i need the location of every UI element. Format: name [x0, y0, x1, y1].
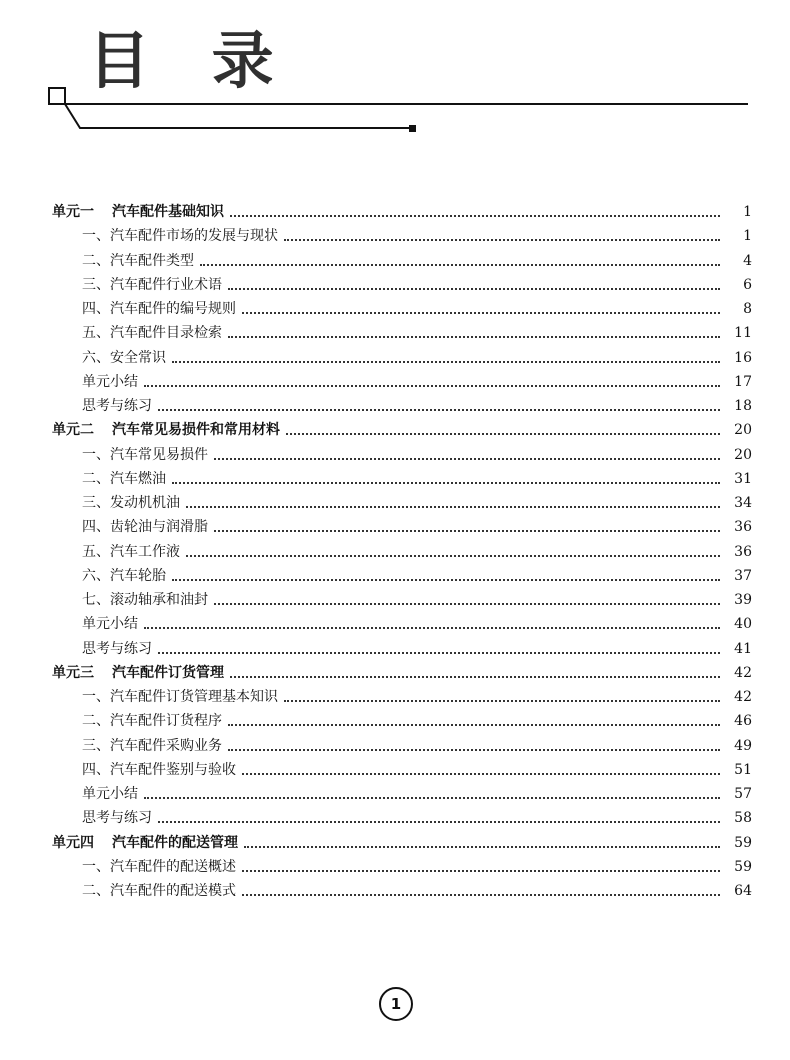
toc-section-entry[interactable] — [52, 540, 752, 564]
toc-unit-entry[interactable] — [52, 831, 752, 855]
toc-section-entry[interactable] — [52, 224, 752, 248]
toc-page-number: 59 — [734, 834, 752, 851]
toc-entry-label: 思考与练习 — [82, 810, 152, 827]
dot-leader — [242, 894, 720, 896]
dot-leader — [186, 555, 720, 557]
toc-entry-label: 二、汽车配件的配送模式 — [82, 883, 236, 900]
dot-leader — [228, 724, 720, 726]
toc-section-entry[interactable] — [52, 685, 752, 709]
toc-page-number: 42 — [734, 664, 752, 681]
toc-section-entry[interactable] — [52, 297, 752, 321]
dot-leader — [228, 336, 720, 338]
dot-leader — [284, 239, 720, 241]
toc-section-entry[interactable] — [52, 273, 752, 297]
title-decoration — [0, 0, 790, 150]
dot-leader — [186, 506, 720, 508]
toc-unit-entry[interactable] — [52, 418, 752, 442]
toc-page-number: 20 — [734, 446, 752, 463]
dot-leader — [158, 409, 720, 411]
toc-section-entry[interactable] — [52, 734, 752, 758]
unit-title: 汽车常见易损件和常用材料 — [112, 422, 280, 439]
toc-page-number: 31 — [734, 470, 752, 487]
toc-entry-label: 一、汽车配件的配送概述 — [82, 858, 236, 875]
toc-page-number: 49 — [734, 737, 752, 754]
toc-entry-label: 思考与练习 — [82, 640, 152, 657]
toc-unit-entry[interactable] — [52, 200, 752, 224]
toc-section-entry[interactable] — [52, 564, 752, 588]
dot-leader — [158, 652, 720, 654]
toc-entry-label — [52, 666, 224, 680]
connector-end-dot — [409, 125, 416, 132]
toc-unit-entry[interactable] — [52, 661, 752, 685]
toc-entry-label: 四、汽车配件的编号规则 — [82, 301, 236, 318]
dot-leader — [172, 482, 720, 484]
toc-entry-label: 四、汽车配件鉴别与验收 — [82, 761, 236, 778]
toc-page-number: 36 — [734, 519, 752, 536]
toc-entry-label: 一、汽车常见易损件 — [82, 446, 208, 463]
toc-section-entry[interactable] — [52, 491, 752, 515]
toc-section-entry[interactable] — [52, 758, 752, 782]
toc-page-number: 64 — [734, 883, 752, 900]
toc-section-entry[interactable] — [52, 394, 752, 418]
toc-page-number: 1 — [743, 228, 752, 245]
toc-entry-label: 二、汽车配件订货程序 — [82, 713, 222, 730]
toc-page-number: 57 — [734, 786, 752, 803]
unit-title: 汽车配件订货管理 — [112, 664, 224, 681]
toc-entry-label: 三、发动机机油 — [82, 495, 180, 512]
toc-page-number: 1 — [743, 204, 752, 221]
dot-leader — [172, 579, 720, 581]
toc-page-number: 18 — [734, 398, 752, 415]
toc-section-entry[interactable] — [52, 782, 752, 806]
toc-entry-label: 一、汽车配件市场的发展与现状 — [82, 228, 278, 245]
toc-entry-label: 一、汽车配件订货管理基本知识 — [82, 689, 278, 706]
unit-title: 汽车配件的配送管理 — [112, 834, 238, 851]
toc-entry-label: 六、汽车轮胎 — [82, 567, 166, 584]
toc-section-entry[interactable] — [52, 637, 752, 661]
toc-page-number: 41 — [734, 640, 752, 657]
toc-entry-label: 七、滚动轴承和油封 — [82, 592, 208, 609]
toc-section-entry[interactable] — [52, 709, 752, 733]
toc-section-entry[interactable] — [52, 249, 752, 273]
toc-page-number: 58 — [734, 810, 752, 827]
toc-entry-label: 四、齿轮油与润滑脂 — [82, 519, 208, 536]
toc-entry-label: 三、汽车配件行业术语 — [82, 276, 222, 293]
dot-leader — [158, 821, 720, 823]
unit-number: 单元一 — [52, 204, 94, 221]
dot-leader — [242, 773, 720, 775]
toc-section-entry[interactable] — [52, 443, 752, 467]
toc-entry-label — [52, 836, 238, 850]
dot-leader — [242, 312, 720, 314]
dot-leader — [242, 870, 720, 872]
toc-entry-label: 二、汽车燃油 — [82, 470, 166, 487]
unit-number: 单元四 — [52, 834, 94, 851]
toc-page-number: 20 — [734, 422, 752, 439]
toc-page-number: 51 — [734, 761, 752, 778]
toc-page-number: 36 — [734, 543, 752, 560]
toc-page-number: 40 — [734, 616, 752, 633]
toc-section-entry[interactable] — [52, 370, 752, 394]
toc-entry-label — [52, 423, 280, 437]
toc-page-number: 42 — [734, 689, 752, 706]
toc-page-number: 46 — [734, 713, 752, 730]
toc-page-number: 6 — [743, 276, 752, 293]
toc-entry-label: 思考与练习 — [82, 398, 152, 415]
toc-entry-label: 单元小结 — [82, 373, 138, 390]
toc-page-number: 16 — [734, 349, 752, 366]
toc-page-number: 59 — [734, 858, 752, 875]
toc-section-entry[interactable] — [52, 855, 752, 879]
dot-leader — [230, 676, 720, 678]
page-title: 目 录 — [88, 24, 294, 97]
page-number: 1 — [379, 987, 413, 1021]
dot-leader — [228, 288, 720, 290]
dot-leader — [200, 264, 720, 266]
toc-page-number: 34 — [734, 495, 752, 512]
dot-leader — [144, 797, 720, 799]
toc-entry-label: 三、汽车配件采购业务 — [82, 737, 222, 754]
toc-section-entry[interactable] — [52, 612, 752, 636]
toc-page-number: 4 — [743, 252, 752, 269]
dot-leader — [214, 458, 720, 460]
toc-entry-label: 六、安全常识 — [82, 349, 166, 366]
table-of-contents — [52, 200, 752, 903]
toc-section-entry[interactable] — [52, 879, 752, 903]
toc-section-entry[interactable] — [52, 806, 752, 830]
dot-leader — [214, 603, 720, 605]
toc-section-entry[interactable] — [52, 588, 752, 612]
toc-page-number: 8 — [743, 301, 752, 318]
dot-leader — [144, 385, 720, 387]
corner-square — [49, 88, 65, 104]
dot-leader — [214, 530, 720, 532]
unit-title: 汽车配件基础知识 — [112, 204, 224, 221]
toc-entry-label: 单元小结 — [82, 616, 138, 633]
toc-entry-label: 单元小结 — [82, 786, 138, 803]
toc-section-entry[interactable] — [52, 346, 752, 370]
toc-page-number: 37 — [734, 567, 752, 584]
dot-leader — [144, 627, 720, 629]
dot-leader — [286, 433, 720, 435]
toc-entry-label: 二、汽车配件类型 — [82, 252, 194, 269]
dot-leader — [172, 361, 720, 363]
toc-page-number: 39 — [734, 592, 752, 609]
toc-section-entry[interactable] — [52, 467, 752, 491]
toc-page-number: 11 — [734, 325, 752, 342]
dot-leader — [244, 846, 720, 848]
toc-section-entry[interactable] — [52, 515, 752, 539]
unit-number: 单元二 — [52, 422, 94, 439]
toc-entry-label: 五、汽车工作液 — [82, 543, 180, 560]
dot-leader — [228, 749, 720, 751]
connector-line — [65, 104, 410, 128]
dot-leader — [284, 700, 720, 702]
toc-entry-label — [52, 205, 224, 219]
unit-number: 单元三 — [52, 664, 94, 681]
toc-page-number: 17 — [734, 373, 752, 390]
toc-entry-label: 五、汽车配件目录检索 — [82, 325, 222, 342]
dot-leader — [230, 215, 720, 217]
toc-section-entry[interactable] — [52, 321, 752, 345]
